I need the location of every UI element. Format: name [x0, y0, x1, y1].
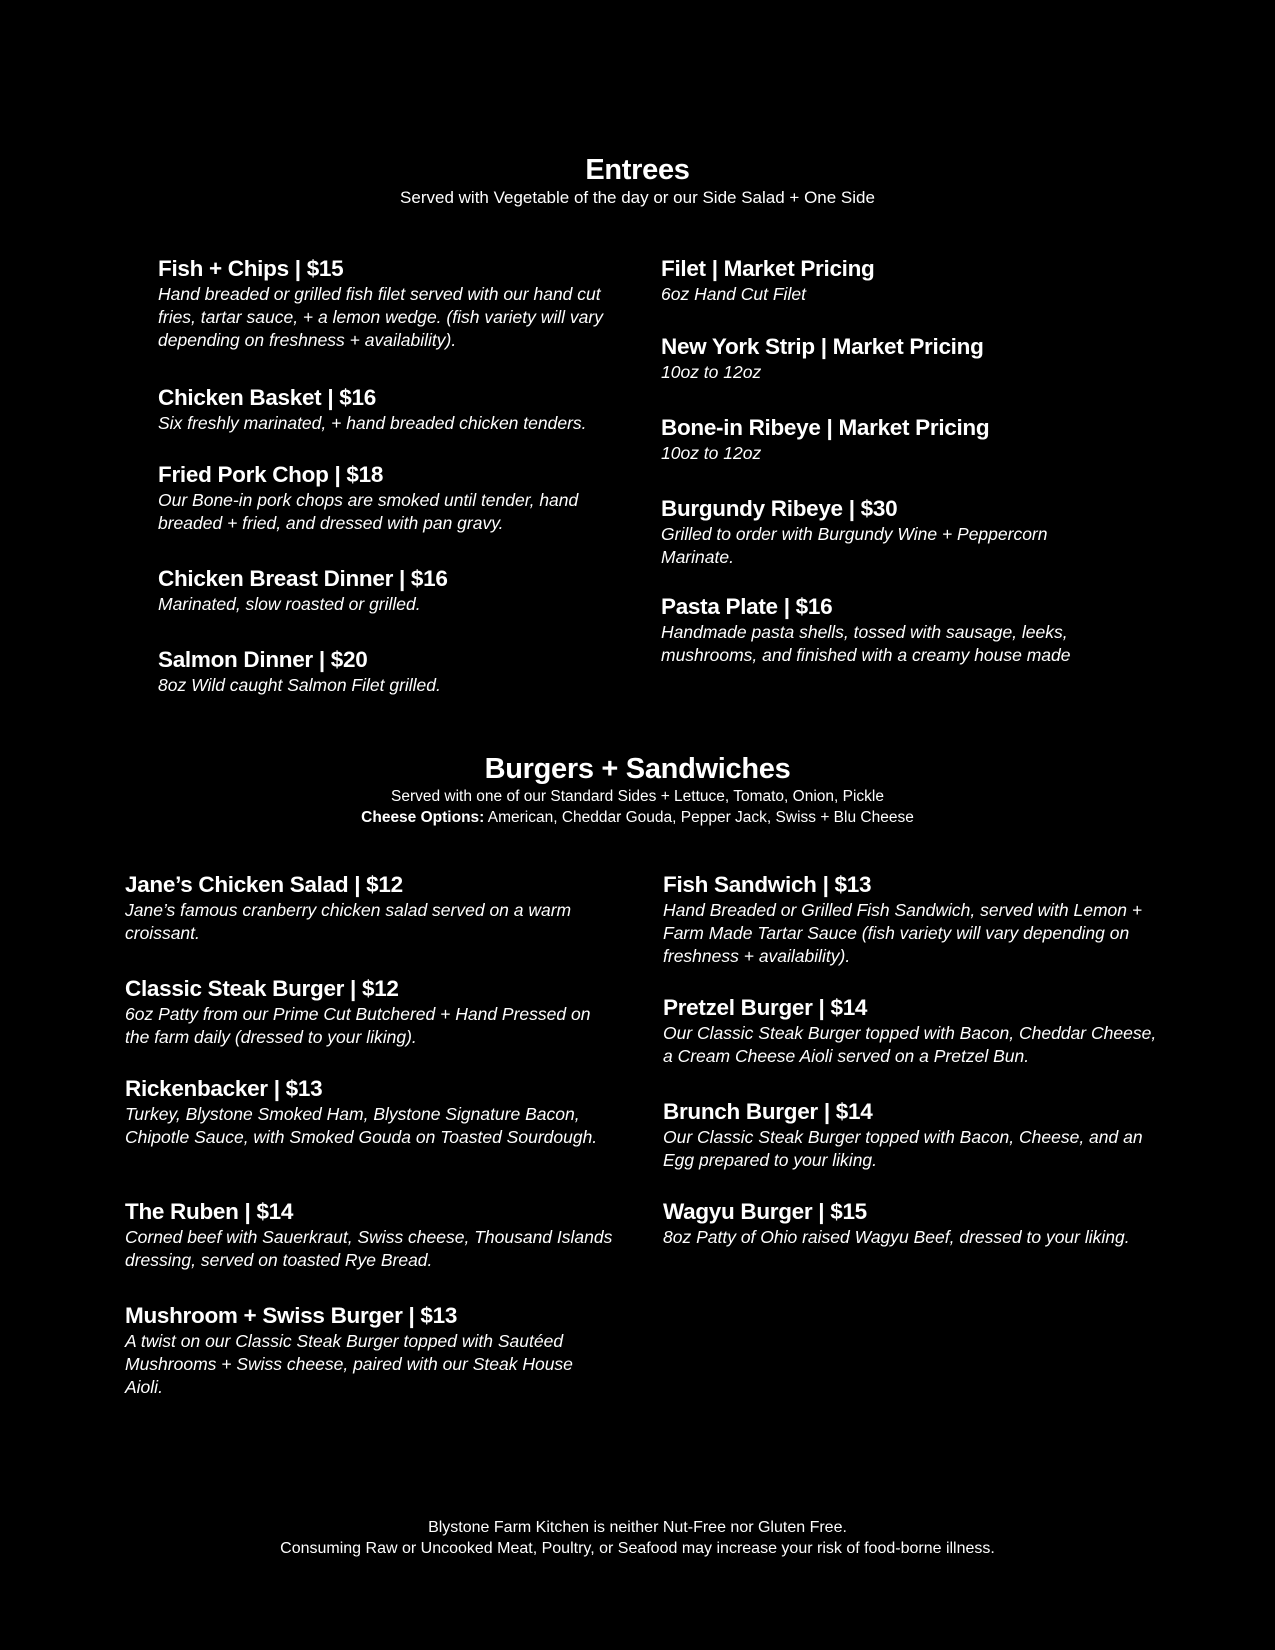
item-name: Pretzel Burger | $14 — [663, 995, 868, 1020]
item-name: Fish + Chips | $15 — [158, 256, 344, 281]
menu-item — [661, 593, 1121, 667]
item-description: Hand breaded or grilled fish filet served with our hand cut fries, tartar sauce, + a lemon wedge. (fish variety will vary depending on freshness + availability). — [158, 284, 603, 350]
allergen-notice: Blystone Farm Kitchen is neither Nut-Free nor Gluten Free. — [428, 1519, 847, 1536]
menu-item — [125, 975, 615, 1049]
item-name: Bone-in Ribeye | Market Pricing — [661, 415, 990, 440]
item-name: The Ruben | $14 — [125, 1199, 294, 1224]
item-name: Jane’s Chicken Salad | $12 — [125, 872, 403, 897]
item-name: Wagyu Burger | $15 — [663, 1199, 867, 1224]
item-name: Brunch Burger | $14 — [663, 1099, 873, 1124]
menu-item — [125, 1198, 615, 1272]
cheese-options-list: American, Cheddar Gouda, Pepper Jack, Swiss + Blu Cheese — [484, 809, 914, 826]
menu-item — [661, 333, 1121, 384]
menu-item — [158, 384, 628, 435]
item-name: Mushroom + Swiss Burger | $13 — [125, 1303, 458, 1328]
menu-item — [158, 461, 628, 535]
entrees-subtitle: Served with Vegetable of the day or our Side Salad + One Side — [400, 188, 875, 207]
item-name: Chicken Basket | $16 — [158, 385, 376, 410]
item-description: A twist on our Classic Steak Burger topped with Sautéed Mushrooms + Swiss cheese, paired with our Steak House Aioli. — [125, 1331, 573, 1397]
cheese-options-label: Cheese Options: — [361, 809, 485, 826]
item-name: Burgundy Ribeye | $30 — [661, 496, 898, 521]
item-description: 8oz Patty of Ohio raised Wagyu Beef, dressed to your liking. — [663, 1227, 1130, 1247]
entrees-header — [0, 153, 1275, 209]
cheese-options — [0, 807, 1275, 828]
item-name: New York Strip | Market Pricing — [661, 334, 984, 359]
item-name: Pasta Plate | $16 — [661, 594, 833, 619]
item-description: 6oz Hand Cut Filet — [661, 284, 806, 304]
item-name: Classic Steak Burger | $12 — [125, 976, 399, 1001]
item-name: Fish Sandwich | $13 — [663, 872, 872, 897]
entrees-title: Entrees — [585, 154, 690, 186]
item-description: 10oz to 12oz — [661, 362, 762, 382]
menu-item — [158, 255, 628, 352]
item-description: Six freshly marinated, + hand breaded chicken tenders. — [158, 413, 587, 433]
item-description: Our Bone-in pork chops are smoked until tender, hand breaded + fried, and dressed with pan gravy. — [158, 490, 579, 533]
menu-item — [661, 495, 1121, 569]
item-description: Handmade pasta shells, tossed with sausage, leeks, mushrooms, and finished with a creamy house made — [661, 622, 1071, 665]
item-description: Turkey, Blystone Smoked Ham, Blystone Signature Bacon, Chipotle Sauce, with Smoked Gouda on Toasted Sourdough. — [125, 1104, 598, 1147]
item-description: 8oz Wild caught Salmon Filet grilled. — [158, 675, 441, 695]
item-name: Chicken Breast Dinner | $16 — [158, 566, 448, 591]
raw-food-warning: Consuming Raw or Uncooked Meat, Poultry, or Seafood may increase your risk of food-borne illness. — [280, 1540, 995, 1557]
menu-item — [158, 646, 628, 697]
item-name: Salmon Dinner | $20 — [158, 647, 368, 672]
item-name: Filet | Market Pricing — [661, 256, 875, 281]
menu-item — [663, 1098, 1163, 1172]
burgers-subtitle: Served with one of our Standard Sides + Lettuce, Tomato, Onion, Pickle — [391, 788, 884, 805]
item-description: Marinated, slow roasted or grilled. — [158, 594, 421, 614]
item-description: Corned beef with Sauerkraut, Swiss cheese, Thousand Islands dressing, served on toasted Rye Bread. — [125, 1227, 613, 1270]
menu-item — [125, 1302, 615, 1399]
menu-item — [663, 871, 1163, 968]
burgers-title: Burgers + Sandwiches — [484, 753, 791, 785]
menu-item — [661, 255, 1121, 306]
item-description: 10oz to 12oz — [661, 443, 762, 463]
burgers-header — [0, 752, 1275, 828]
menu-item — [125, 1075, 615, 1149]
menu-item — [125, 871, 615, 945]
item-name: Rickenbacker | $13 — [125, 1076, 323, 1101]
item-description: 6oz Patty from our Prime Cut Butchered + Hand Pressed on the farm daily (dressed to your liking). — [125, 1004, 591, 1047]
item-description: Hand Breaded or Grilled Fish Sandwich, served with Lemon + Farm Made Tartar Sauce (fish variety will vary depending on freshness + availability). — [663, 900, 1143, 966]
item-description: Our Classic Steak Burger topped with Bacon, Cheese, and an Egg prepared to your liking. — [663, 1127, 1143, 1170]
footer-disclaimer — [0, 1517, 1275, 1559]
menu-item — [663, 994, 1163, 1068]
menu-item — [158, 565, 628, 616]
menu-item — [663, 1198, 1163, 1249]
item-description: Grilled to order with Burgundy Wine + Peppercorn Marinate. — [661, 524, 1048, 567]
item-description: Jane’s famous cranberry chicken salad served on a warm croissant. — [125, 900, 572, 943]
item-name: Fried Pork Chop | $18 — [158, 462, 384, 487]
menu-item — [661, 414, 1121, 465]
item-description: Our Classic Steak Burger topped with Bacon, Cheddar Cheese, a Cream Cheese Aioli served on a Pretzel Bun. — [663, 1023, 1157, 1066]
